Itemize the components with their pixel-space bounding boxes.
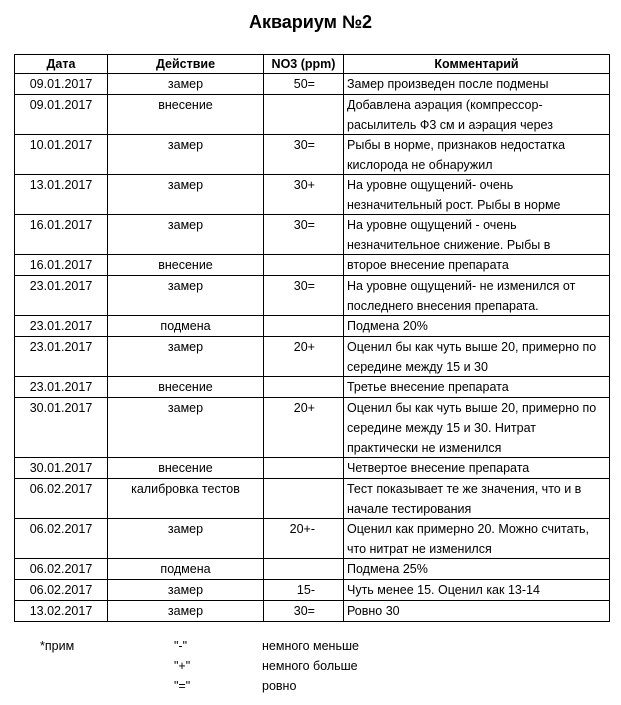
cell-comment bbox=[344, 175, 610, 215]
measurement-table bbox=[14, 54, 610, 622]
comment-text: Ровно 30 bbox=[347, 604, 400, 618]
cell-no3: 30= bbox=[264, 135, 344, 175]
cell-action: замер bbox=[108, 175, 264, 215]
cell-no3 bbox=[264, 95, 344, 135]
cell-no3 bbox=[264, 377, 344, 398]
table-row bbox=[15, 215, 610, 255]
cell-no3: 30= bbox=[264, 601, 344, 622]
cell-date: 13.01.2017 bbox=[15, 175, 108, 215]
table-row bbox=[15, 479, 610, 519]
cell-comment bbox=[344, 519, 610, 559]
cell-date: 06.02.2017 bbox=[15, 519, 108, 559]
comment-text: Четвертое внесение препарата bbox=[347, 461, 530, 475]
comment-text: Тест показывает те же значения, что и в начале тестирования bbox=[347, 482, 582, 516]
cell-action: замер bbox=[108, 398, 264, 458]
cell-action: замер bbox=[108, 337, 264, 377]
comment-text: Добавлена аэрация (компрессор-расылитель Ф3 см и аэрация через bbox=[347, 98, 553, 132]
cell-no3 bbox=[264, 559, 344, 580]
cell-no3: 50= bbox=[264, 74, 344, 95]
comment-text: Подмена 25% bbox=[347, 562, 428, 576]
table-row bbox=[15, 559, 610, 580]
cell-comment bbox=[344, 95, 610, 135]
cell-date: 06.02.2017 bbox=[15, 479, 108, 519]
table-header-row bbox=[15, 55, 610, 74]
cell-comment bbox=[344, 337, 610, 377]
table-row bbox=[15, 458, 610, 479]
table-row bbox=[15, 601, 610, 622]
cell-date: 10.01.2017 bbox=[15, 135, 108, 175]
cell-comment bbox=[344, 601, 610, 622]
table-row bbox=[15, 175, 610, 215]
table-row bbox=[15, 580, 610, 601]
cell-no3: 30= bbox=[264, 215, 344, 255]
table-row bbox=[15, 316, 610, 337]
cell-action: внесение bbox=[108, 377, 264, 398]
cell-date: 30.01.2017 bbox=[15, 458, 108, 479]
cell-date: 23.01.2017 bbox=[15, 276, 108, 316]
cell-action: калибровка тестов bbox=[108, 479, 264, 519]
cell-comment bbox=[344, 580, 610, 601]
table-row bbox=[15, 255, 610, 276]
table-row bbox=[15, 135, 610, 175]
cell-action: замер bbox=[108, 580, 264, 601]
header-action: Действие bbox=[108, 55, 264, 74]
cell-date: 23.01.2017 bbox=[15, 337, 108, 377]
cell-date: 09.01.2017 bbox=[15, 74, 108, 95]
cell-no3: 30+ bbox=[264, 175, 344, 215]
cell-no3: 30= bbox=[264, 276, 344, 316]
comment-text: Оценил бы как чуть выше 20, примерно по середине между 15 и 30. Нитрат практически не изменился bbox=[347, 401, 597, 455]
table-row bbox=[15, 95, 610, 135]
page-title: Аквариум №2 bbox=[248, 12, 373, 32]
cell-comment bbox=[344, 398, 610, 458]
cell-comment bbox=[344, 135, 610, 175]
note-meaning-plus: немного больше bbox=[262, 659, 358, 673]
comment-text: Третье внесение препарата bbox=[347, 380, 509, 394]
cell-date: 30.01.2017 bbox=[15, 398, 108, 458]
header-comment: Комментарий bbox=[344, 55, 610, 74]
cell-no3 bbox=[264, 458, 344, 479]
cell-comment bbox=[344, 458, 610, 479]
cell-date: 23.01.2017 bbox=[15, 377, 108, 398]
cell-no3: 20+ bbox=[264, 398, 344, 458]
cell-action: замер bbox=[108, 601, 264, 622]
cell-action: замер bbox=[108, 215, 264, 255]
cell-date: 06.02.2017 bbox=[15, 559, 108, 580]
table-row bbox=[15, 276, 610, 316]
cell-action: замер bbox=[108, 519, 264, 559]
cell-comment bbox=[344, 276, 610, 316]
cell-action: замер bbox=[108, 276, 264, 316]
header-no3: NO3 (ppm) bbox=[264, 55, 344, 74]
note-label: *прим bbox=[40, 639, 75, 653]
table-row bbox=[15, 398, 610, 458]
cell-comment bbox=[344, 255, 610, 276]
cell-comment bbox=[344, 377, 610, 398]
table-row bbox=[15, 74, 610, 95]
cell-action: подмена bbox=[108, 316, 264, 337]
cell-comment bbox=[344, 74, 610, 95]
cell-date: 16.01.2017 bbox=[15, 255, 108, 276]
note-meaning-minus: немного меньше bbox=[262, 639, 359, 653]
cell-no3: 20+- bbox=[264, 519, 344, 559]
header-date: Дата bbox=[15, 55, 108, 74]
cell-comment bbox=[344, 479, 610, 519]
cell-date: 13.02.2017 bbox=[15, 601, 108, 622]
comment-text: Оценил бы как чуть выше 20, примерно по середине между 15 и 30 bbox=[347, 340, 597, 374]
comment-text: второе внесение препарата bbox=[347, 258, 509, 272]
note-symbol-equal: "=" bbox=[174, 679, 191, 693]
note-line-equal bbox=[40, 676, 600, 696]
cell-date: 23.01.2017 bbox=[15, 316, 108, 337]
cell-no3 bbox=[264, 316, 344, 337]
cell-action: замер bbox=[108, 135, 264, 175]
table-row bbox=[15, 337, 610, 377]
note-line-minus bbox=[40, 636, 600, 656]
cell-action: внесение bbox=[108, 255, 264, 276]
cell-action: внесение bbox=[108, 458, 264, 479]
cell-comment bbox=[344, 215, 610, 255]
note-meaning-equal: ровно bbox=[262, 679, 297, 693]
comment-text: На уровне ощущений- не изменился от последнего внесения препарата. bbox=[347, 279, 576, 313]
cell-date: 16.01.2017 bbox=[15, 215, 108, 255]
cell-no3 bbox=[264, 255, 344, 276]
note-symbol-plus: "+" bbox=[174, 659, 191, 673]
cell-comment bbox=[344, 316, 610, 337]
comment-text: Подмена 20% bbox=[347, 319, 428, 333]
comment-text: Оценил как примерно 20. Можно считать, что нитрат не изменился bbox=[347, 522, 589, 556]
cell-date: 06.02.2017 bbox=[15, 580, 108, 601]
cell-action: внесение bbox=[108, 95, 264, 135]
comment-text: На уровне ощущений- очень незначительный рост. Рыбы в норме bbox=[347, 178, 561, 212]
cell-action: замер bbox=[108, 74, 264, 95]
table-row bbox=[15, 519, 610, 559]
cell-comment bbox=[344, 559, 610, 580]
cell-action: подмена bbox=[108, 559, 264, 580]
cell-date: 09.01.2017 bbox=[15, 95, 108, 135]
cell-no3 bbox=[264, 479, 344, 519]
comment-text: Чуть менее 15. Оценил как 13-14 bbox=[347, 583, 540, 597]
comment-text: На уровне ощущений - очень незначительное снижение. Рыбы в bbox=[347, 218, 551, 252]
cell-no3: 20+ bbox=[264, 337, 344, 377]
comment-text: Рыбы в норме, признаков недостатка кислорода не обнаружил bbox=[347, 138, 566, 172]
note-symbol-minus: "-" bbox=[174, 639, 188, 653]
cell-no3: 15- bbox=[264, 580, 344, 601]
note-line-plus bbox=[40, 656, 600, 676]
table-row bbox=[15, 377, 610, 398]
comment-text: Замер произведен после подмены bbox=[347, 77, 549, 91]
